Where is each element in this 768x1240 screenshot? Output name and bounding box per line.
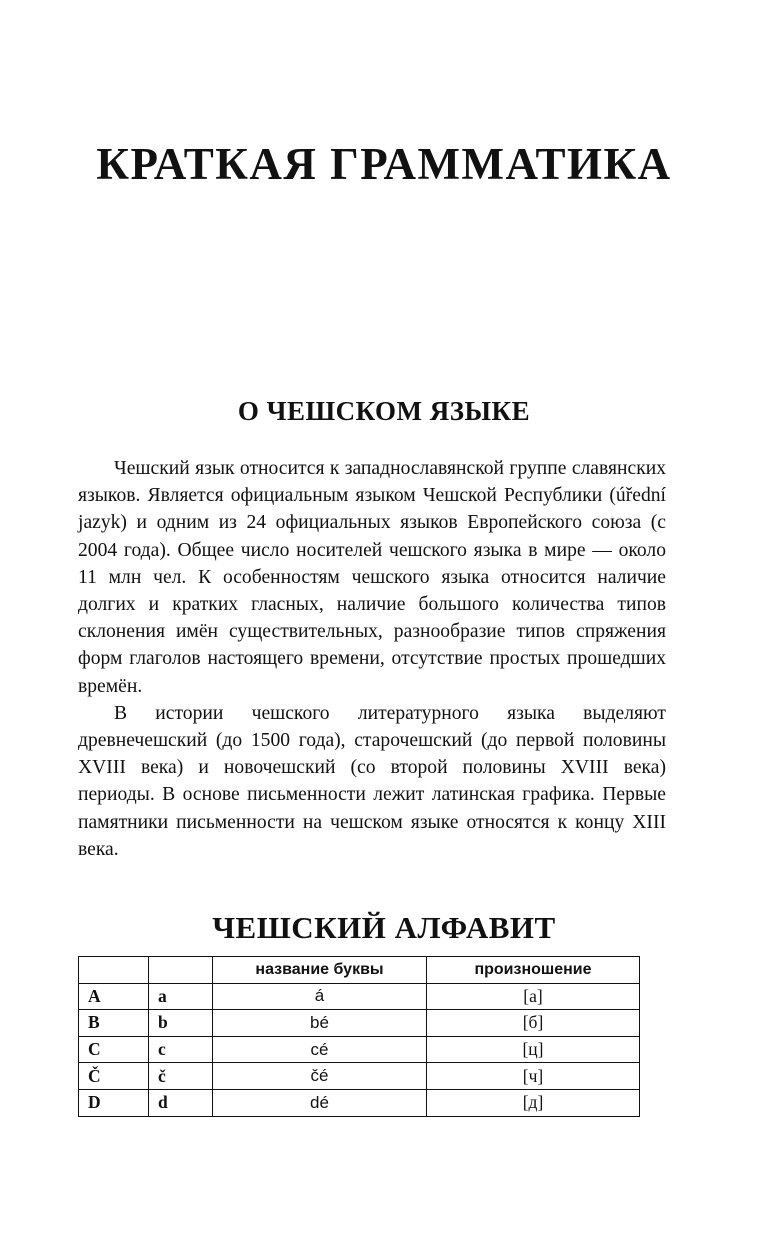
body-text xyxy=(78,455,666,863)
page-title: КРАТКАЯ ГРАММАТИКА xyxy=(96,139,672,189)
pronunciation: [ч] xyxy=(427,1063,640,1090)
header-lower xyxy=(149,957,213,984)
pronunciation: [д] xyxy=(427,1089,640,1116)
paragraph-2: В истории чешского литературного языка выделяют древнечешский (до 1500 года), старочешский (до первой половины XVIII века) и новочешский (со второй половины XVIII века) периоды. В основе письменности лежит латинская графика. Первые памятники письменности на чешском языке относятся к концу XIII века. xyxy=(78,702,666,860)
letter-name: čé xyxy=(213,1063,427,1090)
letter-name: dé xyxy=(213,1089,427,1116)
alphabet-title: ЧЕШСКИЙ АЛФАВИТ xyxy=(212,910,556,945)
pronunciation: [а] xyxy=(427,983,640,1010)
upper-letter: B xyxy=(79,1010,149,1037)
lower-letter: c xyxy=(149,1036,213,1063)
section-title: О ЧЕШСКОМ ЯЗЫКЕ xyxy=(237,396,531,426)
table-row xyxy=(79,1036,640,1063)
letter-name: bé xyxy=(213,1010,427,1037)
paragraph-1: Чешский язык относится к западнославянской группе славянских языков. Является официальным языком Чешской Республики (úřední jazyk) и одним из 24 официальных языков Европейского союза (с 2004 года). Общее число носителей чешского языка в мире — около 11 млн чел. К особенностям чешского языка относится наличие долгих и кратких гласных, наличие большого количества типов склонения имён существительных, разнообразие типов спряжения форм глаголов настоящего времени, отсутствие простых прошедших времён. xyxy=(78,458,666,697)
upper-letter: C xyxy=(79,1036,149,1063)
upper-letter: A xyxy=(79,983,149,1010)
table-row xyxy=(79,1063,640,1090)
pronunciation: [б] xyxy=(427,1010,640,1037)
table-row xyxy=(79,1089,640,1116)
table-row xyxy=(79,1010,640,1037)
table-row xyxy=(79,983,640,1010)
upper-letter: Č xyxy=(79,1063,149,1090)
lower-letter: d xyxy=(149,1089,213,1116)
header-pronunciation: произношение xyxy=(427,957,640,984)
letter-name: cé xyxy=(213,1036,427,1063)
lower-letter: b xyxy=(149,1010,213,1037)
lower-letter: č xyxy=(149,1063,213,1090)
table-header-row xyxy=(79,957,640,984)
letter-name: á xyxy=(213,983,427,1010)
alphabet-table xyxy=(78,956,640,1117)
lower-letter: a xyxy=(149,983,213,1010)
header-letter-name: название буквы xyxy=(213,957,427,984)
header-upper xyxy=(79,957,149,984)
upper-letter: D xyxy=(79,1089,149,1116)
pronunciation: [ц] xyxy=(427,1036,640,1063)
